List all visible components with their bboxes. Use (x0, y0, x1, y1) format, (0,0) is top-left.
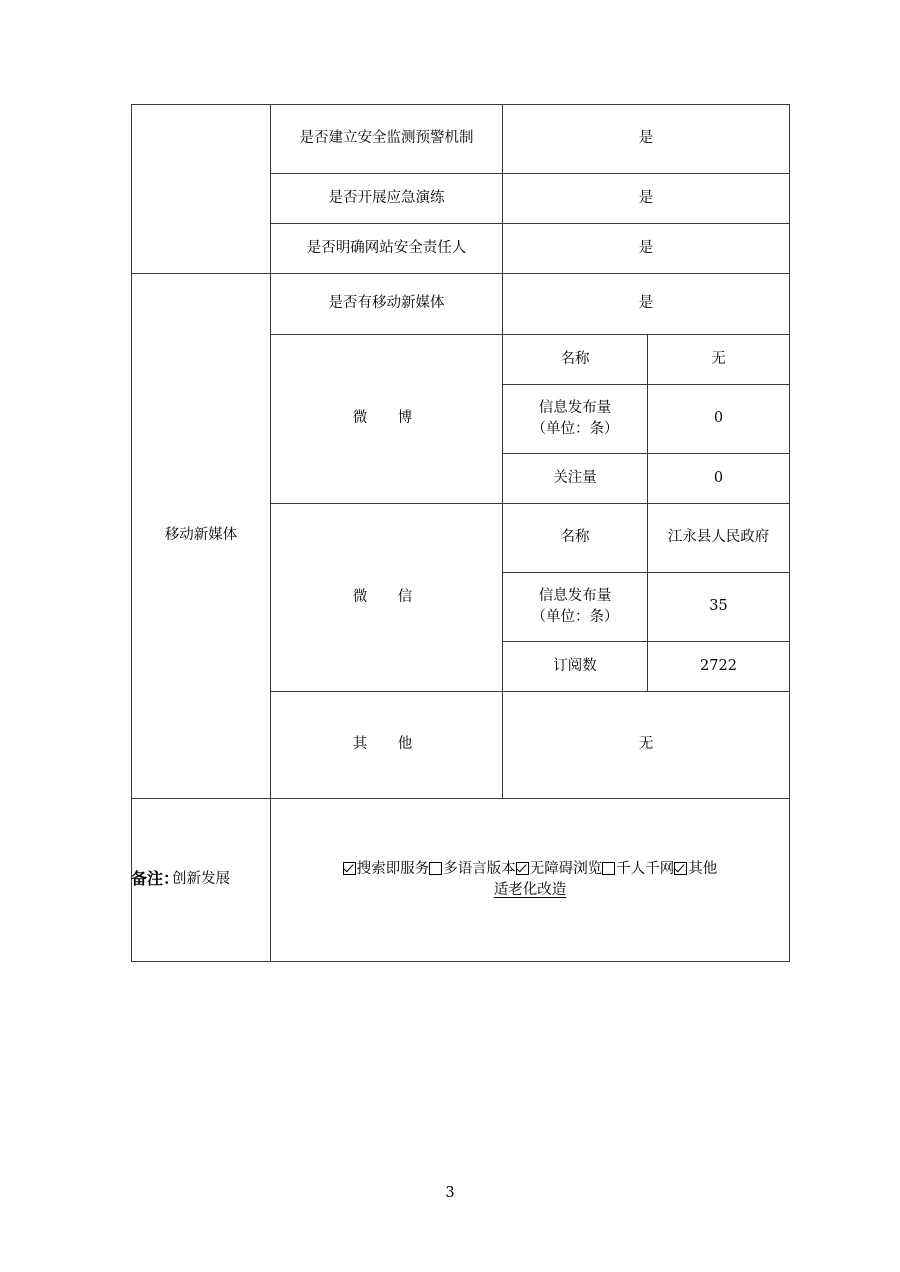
weixin-publish-count-label-line2: （单位：条） (531, 609, 619, 625)
weibo-followers-value: 0 (648, 454, 790, 504)
security-value-2: 是 (503, 224, 790, 274)
checkbox-multilanguage-icon[interactable] (429, 862, 442, 875)
checkbox-other-icon[interactable] (674, 862, 687, 875)
security-value-1: 是 (503, 174, 790, 224)
mobile-media-section-label: 移动新媒体 (132, 274, 271, 799)
innovation-option-label-0: 搜索即服务 (356, 860, 430, 877)
has-mobile-media-label: 是否有移动新媒体 (271, 274, 503, 335)
innovation-option-label-1: 多语言版本 (443, 860, 516, 877)
remark-label: 备注： (131, 869, 180, 888)
other-media-label: 其 他 (271, 692, 503, 799)
weibo-publish-count-label-line2: （单位：条） (531, 421, 619, 437)
weibo-publish-count-label (503, 385, 648, 454)
weibo-label: 微 博 (271, 335, 503, 504)
weibo-publish-count-label-line1: 信息发布量 (538, 399, 612, 416)
innovation-other-text: 适老化改造 (493, 882, 567, 898)
weixin-name-label: 名称 (503, 504, 648, 573)
table-row (132, 799, 790, 962)
table-row (132, 274, 790, 335)
security-label-0: 是否建立安全监测预警机制 (271, 105, 503, 174)
weixin-name-value: 江永县人民政府 (648, 504, 790, 573)
weixin-label: 微 信 (271, 504, 503, 692)
weixin-subscribers-value: 2722 (648, 642, 790, 692)
innovation-options-line (275, 859, 785, 880)
weibo-publish-count-value: 0 (648, 385, 790, 454)
innovation-option-label-2: 无障碍浏览 (529, 860, 603, 877)
weixin-publish-count-value: 35 (648, 573, 790, 642)
checkbox-accessibility-icon[interactable] (516, 862, 529, 875)
weibo-name-label: 名称 (503, 335, 648, 385)
weixin-publish-count-label-line1: 信息发布量 (538, 587, 612, 604)
report-table (131, 104, 790, 962)
has-mobile-media-value: 是 (503, 274, 790, 335)
page-number: 3 (445, 1185, 455, 1201)
other-media-value: 无 (503, 692, 790, 799)
checkbox-search-service-icon[interactable] (343, 862, 356, 875)
weibo-followers-label: 关注量 (503, 454, 648, 504)
innovation-other-text-line (275, 880, 785, 901)
security-label-1: 是否开展应急演练 (271, 174, 503, 224)
innovation-label: 创新发展 (132, 799, 271, 962)
innovation-option-label-3: 千人千网 (616, 860, 675, 877)
innovation-option-label-4: 其他 (688, 860, 718, 877)
table-row (132, 105, 790, 174)
security-label-2: 是否明确网站安全责任人 (271, 224, 503, 274)
weixin-publish-count-label (503, 573, 648, 642)
innovation-options-cell (271, 799, 790, 962)
security-value-0: 是 (503, 105, 790, 174)
weibo-name-value: 无 (648, 335, 790, 385)
weixin-subscribers-label: 订阅数 (503, 642, 648, 692)
security-section-label (132, 105, 271, 274)
checkbox-personalized-icon[interactable] (602, 862, 615, 875)
